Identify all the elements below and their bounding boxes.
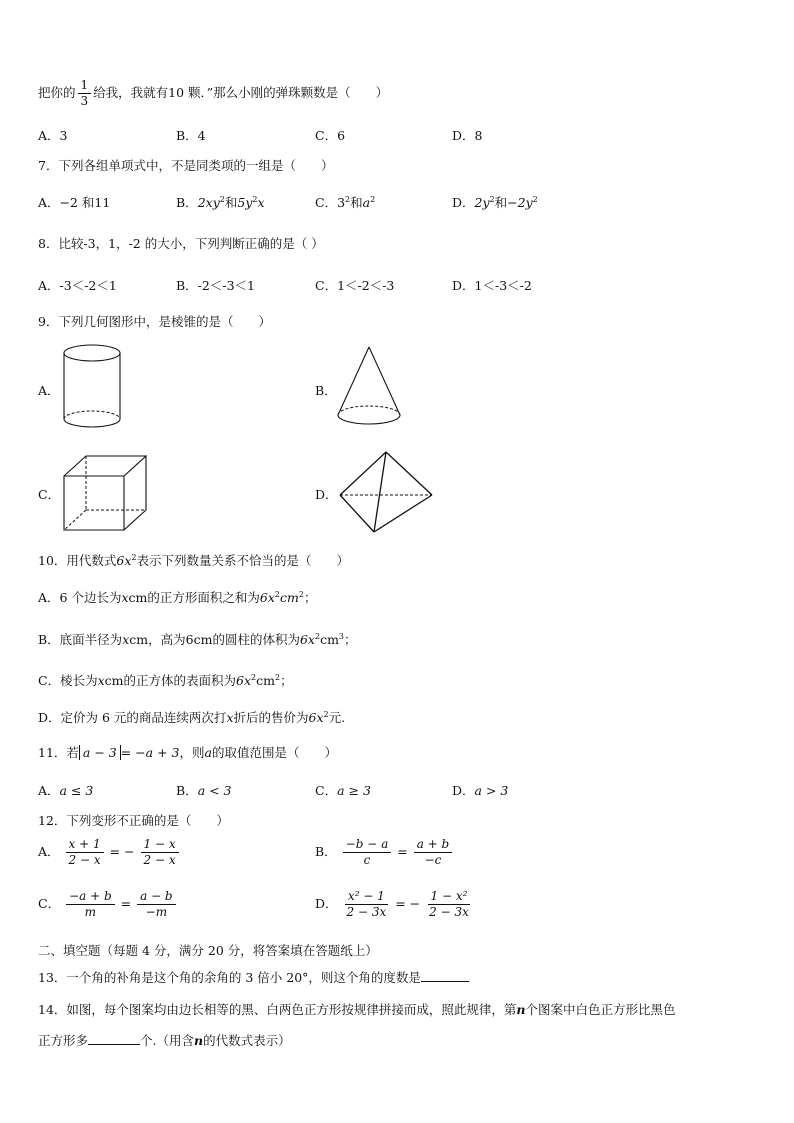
q7-option-d: D．$2y^2$和$-2y^2$: [452, 194, 538, 210]
q9-label-a: A．: [38, 383, 60, 398]
q12-option-d: D． $\frac{\text{x² − 1}}{2 - 3x}$ = − $\frac{\text{1 − x²}}{2 - 3x}$: [315, 889, 469, 919]
q12-option-c: C． $\frac{-a + b}{m}$ = $\frac{a - b}{-m}$: [38, 889, 178, 920]
q10-option-d: D．定价为 6 元的商品连续两次打x折后的售价为$6x^2$元.: [38, 709, 346, 725]
q7-option-c: C．$3^2$和$a^2$: [315, 194, 376, 210]
q11-stem: 11．若 a − 3 = −a + 3，则a的取值范围是（ ）: [38, 745, 337, 760]
cone-figure: [334, 344, 404, 430]
fraction-one-third: $\frac{1}{3}$: [78, 78, 92, 109]
q12-option-a: A． $\frac{x + 1}{2 - x}$ = − $\frac{1 - x}{2 - x}$: [38, 837, 181, 868]
cube-figure: [60, 452, 150, 534]
q7-stem: 7．下列各组单项式中，不是同类项的一组是（ ）: [38, 158, 334, 173]
q7-option-a: A．−2 和11: [38, 195, 111, 210]
q14-stem-line1: 14．如图，每个图案均由边长相等的黑、白两色正方形按规律拼接而成，照此规律，第n个图案中白色正方形比黑色: [38, 1002, 676, 1017]
q8-option-c: C．1＜-2＜-3: [315, 278, 395, 293]
q8-option-b: B．-2＜-3＜1: [176, 278, 255, 293]
q11-option-b: B．a < 3: [176, 783, 232, 798]
q10-option-b: B．底面半径为xcm，高为6cm的圆柱的体积为$6x^2cm^3$；: [38, 631, 357, 647]
q12-option-b: B． $\frac{-b - a}{c}$ = $\frac{a + b}{-c}$: [315, 837, 454, 868]
q11-option-a: A．a ≤ 3: [38, 783, 94, 798]
q6-option-c: C．6: [315, 128, 346, 143]
q6-option-d: D．8: [452, 128, 483, 143]
q11-option-d: D．a > 3: [452, 783, 509, 798]
q10-option-a: A．6 个边长为xcm的正方形面积之和为$6x^2cm^2$；: [38, 589, 317, 605]
q8-stem: 8．比较-3，1，-2 的大小，下列判断正确的是（ ）: [38, 236, 324, 251]
q9-label-d: D．: [315, 487, 338, 502]
pyramid-figure: [336, 448, 436, 536]
q9-label-c: C．: [38, 487, 61, 502]
q7-option-b: B．$2xy^2$和$5y^2x$: [176, 194, 265, 210]
q10-stem: 10．用代数式$6x^2$表示下列数量关系不恰当的是（ ）: [38, 552, 350, 568]
q9-label-b: B．: [315, 383, 337, 398]
q13-stem: 13．一个角的补角是这个角的余角的 3 倍小 20°，则这个角的度数是: [38, 968, 469, 986]
q11-option-c: C．a ≥ 3: [315, 783, 371, 798]
q8-option-d: D．1＜-3＜-2: [452, 278, 532, 293]
q8-option-a: A．-3＜-2＜1: [38, 278, 117, 293]
cylinder-figure: [60, 342, 124, 432]
q12-stem: 12．下列变形不正确的是（ ）: [38, 813, 229, 828]
section-heading-fill-in: 二、填空题（每题 4 分，满分 20 分，将答案填在答题纸上）: [38, 943, 378, 958]
q10-option-c: C．棱长为xcm的正方体的表面积为$6x^2cm^2$；: [38, 672, 293, 688]
q6-option-b: B．4: [176, 128, 206, 143]
q14-stem-line2: 正方形多 个.（用含n的代数式表示）: [38, 1033, 291, 1048]
q9-stem: 9．下列几何图形中，是棱锥的是（ ）: [38, 314, 271, 329]
q6-option-a: A．3: [38, 128, 68, 143]
q6-stem: 把你的 $\frac{1}{3}$ 给我，我就有10 颗．”那么小刚的弹珠颗数是（ ）: [38, 78, 389, 108]
q14-answer-blank[interactable]: [88, 1032, 140, 1045]
q13-answer-blank[interactable]: [421, 969, 469, 982]
